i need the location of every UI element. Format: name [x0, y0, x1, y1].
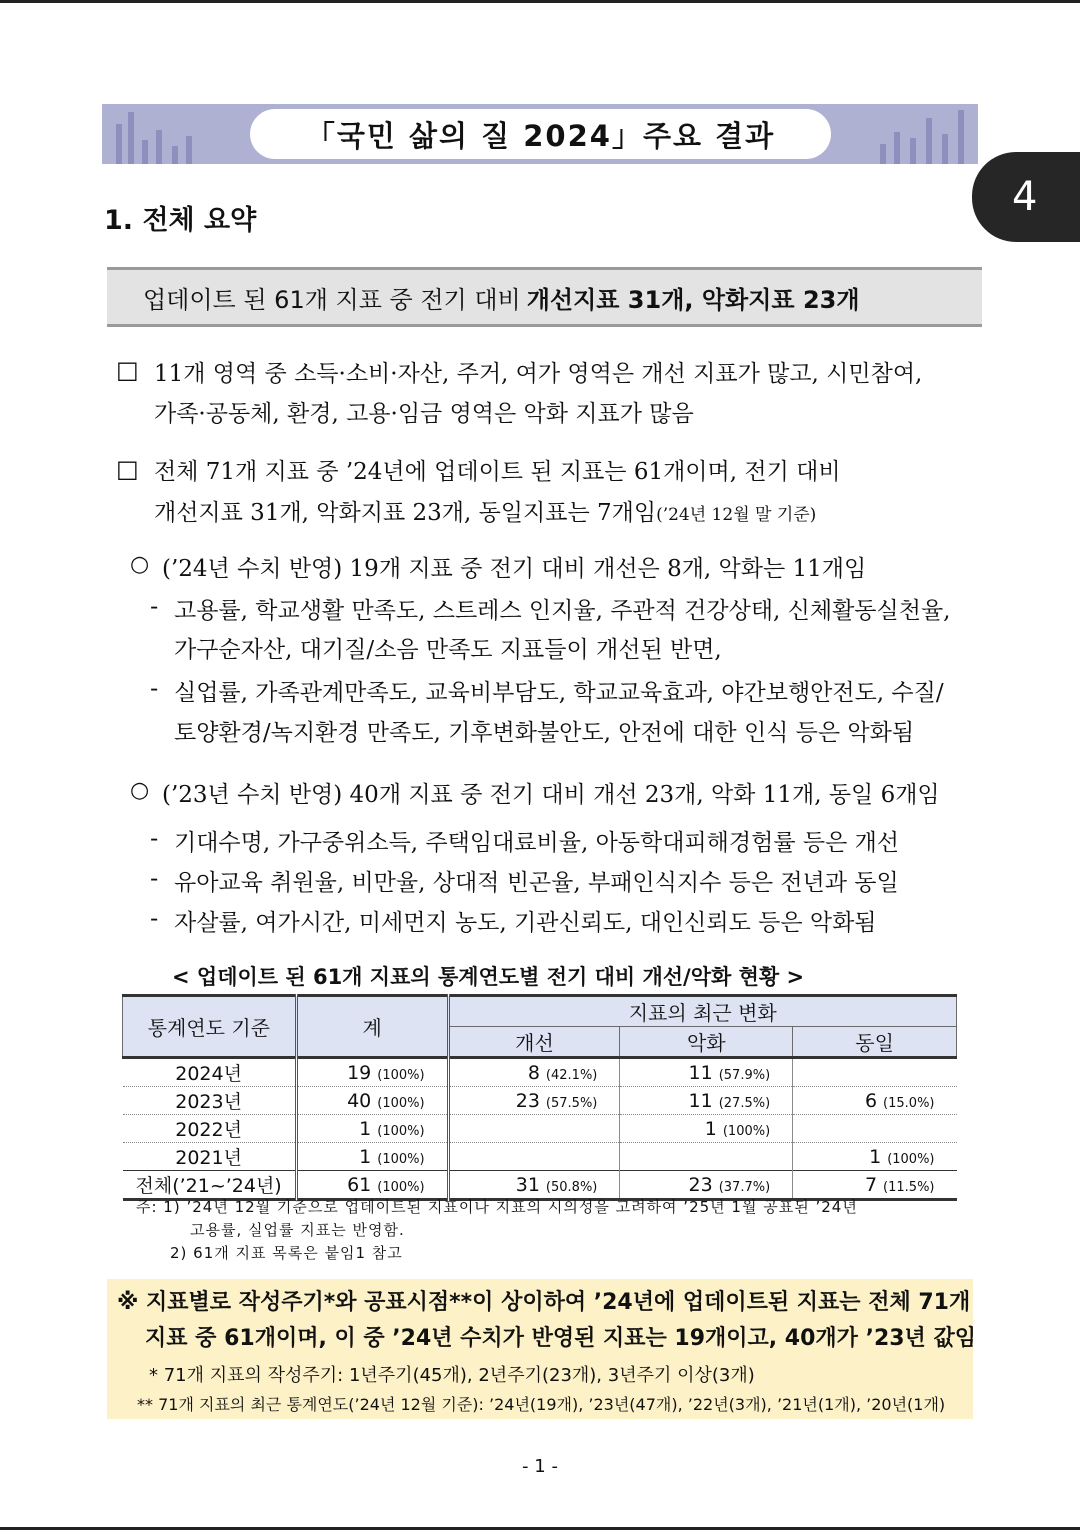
bullet2-line2-text: 개선지표 31개, 악화지표 23개, 동일지표는 7개임 — [154, 500, 657, 526]
decor-bar — [142, 140, 148, 164]
circle-bullet-icon: ○ — [130, 778, 150, 803]
decor-bar — [926, 118, 932, 164]
pct: (100%) — [377, 1151, 425, 1167]
pct: (42.1%) — [545, 1067, 598, 1083]
summary-bold: 개선지표 31개, 악화지표 23개 — [526, 285, 860, 314]
pct: (100%) — [377, 1095, 425, 1111]
table-note: 고용률, 실업률 지표는 반영함. — [190, 1221, 405, 1239]
table-note: 주: 1) ’24년 12월 기준으로 업데이트된 지표이나 지표의 시의성을 고려하여 ’25년 1월 공표된 ’24년 — [136, 1198, 858, 1216]
table-row — [123, 1087, 957, 1115]
chapter-number: 4 — [1012, 174, 1038, 220]
sub2-heading: (’23년 수치 반영) 40개 지표 중 전기 대비 개선 23개, 악화 11개, 동일 6개임 — [162, 782, 940, 808]
sub2-item: 유아교육 취원율, 비만율, 상대적 빈곤율, 부패인식지수 등은 전년과 동일 — [174, 870, 899, 896]
cell-year: 전체(’21~’24년) — [123, 1171, 297, 1200]
pct: (57.5%) — [545, 1095, 598, 1111]
value: 6 — [864, 1089, 878, 1112]
value: 1 — [704, 1117, 717, 1140]
sub1-item: 가구순자산, 대기질/소음 만족도 지표들이 개선된 반면, — [174, 637, 722, 663]
pct: (100%) — [377, 1067, 425, 1083]
decor-bar — [156, 130, 162, 164]
cell-worsened — [620, 1087, 793, 1115]
bullet1-line1: 11개 영역 중 소득·소비·자산, 주거, 여가 영역은 개선 지표가 많고, 시민참여, — [154, 361, 923, 387]
cell-improved — [448, 1143, 620, 1171]
checkbox-bullet-icon: □ — [116, 356, 139, 384]
pct: (57.9%) — [718, 1067, 771, 1083]
table-note: 2) 61개 지표 목록은 붙임1 참고 — [170, 1244, 403, 1262]
cell-total — [296, 1087, 448, 1115]
decor-bar — [880, 144, 886, 164]
table-row — [123, 1143, 957, 1171]
pct: (100%) — [887, 1151, 935, 1167]
dash-icon: - — [150, 906, 159, 932]
callout-note1: * 71개 지표의 작성주기: 1년주기(45개), 2년주기(23개), 3년주기 이상(3개) — [149, 1365, 755, 1386]
callout-line1: ※ 지표별로 작성주기*와 공표시점**이 상이하여 ’24년에 업데이트된 지표는 전체 71개 — [117, 1290, 971, 1315]
cell-same — [793, 1143, 957, 1171]
cell-improved — [448, 1115, 620, 1143]
cell-same — [793, 1058, 957, 1087]
cell-year: 2024년 — [123, 1058, 297, 1087]
callout-line2: 지표 중 61개이며, 이 중 ’24년 수치가 반영된 지표는 19개이고, 40개가 ’23년 값임 — [145, 1326, 976, 1351]
section-title: 1. 전체 요약 — [104, 205, 257, 236]
value: 11 — [688, 1061, 713, 1084]
col-header-improved: 개선 — [448, 1027, 620, 1058]
table-row — [123, 1115, 957, 1143]
pct: (100%) — [722, 1123, 771, 1139]
bullet2-line2 — [154, 494, 816, 527]
table-title: < 업데이트 된 61개 지표의 통계연도별 전기 대비 개선/악화 현황 > — [172, 965, 805, 989]
value: 31 — [515, 1173, 540, 1196]
pct: (100%) — [377, 1179, 425, 1195]
decor-bar — [172, 146, 178, 164]
sub2-item: 자살률, 여가시간, 미세먼지 농도, 기관신뢰도, 대인신뢰도 등은 악화됨 — [174, 910, 877, 936]
value: 1 — [869, 1145, 882, 1168]
circle-bullet-icon: ○ — [130, 552, 150, 577]
cell-improved — [448, 1058, 620, 1087]
value: 19 — [347, 1061, 372, 1084]
decor-bar — [942, 134, 948, 164]
cell-worsened — [620, 1115, 793, 1143]
col-header-total: 계 — [296, 996, 448, 1058]
cell-year: 2021년 — [123, 1143, 297, 1171]
decor-bar — [894, 132, 900, 164]
value: 11 — [688, 1089, 713, 1112]
decor-bar — [958, 110, 964, 164]
cell-total — [296, 1115, 448, 1143]
col-header-same: 동일 — [793, 1027, 957, 1058]
pct: (50.8%) — [545, 1179, 598, 1195]
table-row — [123, 1058, 957, 1087]
bullet2-date-note: (’24년 12월 말 기준) — [656, 505, 817, 525]
cell-worsened — [620, 1058, 793, 1087]
callout-note2: ** 71개 지표의 최근 통계연도(’24년 12월 기준): ’24년(19개), ’23년(47개), ’22년(3개), ’21년(1개), ’20년(1개) — [137, 1395, 946, 1414]
col-header-year: 통계연도 기준 — [123, 996, 297, 1058]
page-number: - 1 - — [522, 1456, 558, 1477]
bottom-border — [0, 1527, 1080, 1530]
value: 23 — [688, 1173, 713, 1196]
sub2-item: 기대수명, 가구중위소득, 주택임대료비율, 아동학대피해경험률 등은 개선 — [174, 830, 900, 856]
top-border — [0, 0, 1080, 3]
value: 1 — [359, 1145, 372, 1168]
col-header-group: 지표의 최근 변화 — [448, 996, 956, 1027]
value: 23 — [515, 1089, 540, 1112]
document-title: 「국민 삶의 질 2024」주요 결과 — [305, 118, 776, 153]
sub1-item: 토양환경/녹지환경 만족도, 기후변화불안도, 안전에 대한 인식 등은 악화됨 — [174, 720, 915, 746]
value: 61 — [347, 1173, 372, 1196]
pct: (15.0%) — [883, 1095, 935, 1111]
sub1-heading: (’24년 수치 반영) 19개 지표 중 전기 대비 개선은 8개, 악화는 11개임 — [162, 556, 867, 582]
summary-prefix: 업데이트 된 61개 지표 중 전기 대비 — [143, 285, 521, 314]
cell-year: 2023년 — [123, 1087, 297, 1115]
cell-year: 2022년 — [123, 1115, 297, 1143]
decor-bar — [186, 136, 192, 164]
value: 40 — [347, 1089, 372, 1112]
dash-icon: - — [150, 676, 159, 702]
value: 1 — [359, 1117, 372, 1140]
bullet1-line2: 가족·공동체, 환경, 고용·임금 영역은 악화 지표가 많음 — [154, 401, 694, 427]
cell-total — [296, 1143, 448, 1171]
dash-icon: - — [150, 594, 159, 620]
callout-box — [107, 1279, 976, 1419]
title-banner — [102, 104, 978, 164]
pct: (37.7%) — [718, 1179, 771, 1195]
checkbox-bullet-icon: □ — [116, 455, 139, 483]
bullet2-line1: 전체 71개 지표 중 ’24년에 업데이트 된 지표는 61개이며, 전기 대비 — [154, 459, 841, 485]
dash-icon: - — [150, 826, 159, 852]
decor-bar — [910, 138, 916, 164]
summary-box — [107, 267, 982, 327]
decor-bar — [128, 112, 134, 164]
cell-total — [296, 1058, 448, 1087]
pct: (27.5%) — [718, 1095, 771, 1111]
cell-improved — [448, 1087, 620, 1115]
sub1-item: 실업률, 가족관계만족도, 교육비부담도, 학교교육효과, 야간보행안전도, 수질/ — [174, 680, 944, 706]
value: 8 — [527, 1061, 540, 1084]
col-header-worsened: 악화 — [620, 1027, 793, 1058]
pct: (100%) — [377, 1123, 425, 1139]
dash-icon: - — [150, 866, 159, 892]
sub1-item: 고용률, 학교생활 만족도, 스트레스 인지율, 주관적 건강상태, 신체활동실천율, — [174, 598, 951, 624]
cell-same — [793, 1115, 957, 1143]
cell-worsened — [620, 1143, 793, 1171]
pct: (11.5%) — [883, 1179, 935, 1195]
status-table — [122, 994, 957, 1201]
banner-pill — [250, 109, 831, 159]
value: 7 — [864, 1173, 878, 1196]
cell-same — [793, 1087, 957, 1115]
chapter-tab — [972, 152, 1080, 242]
decor-bar — [116, 124, 122, 164]
